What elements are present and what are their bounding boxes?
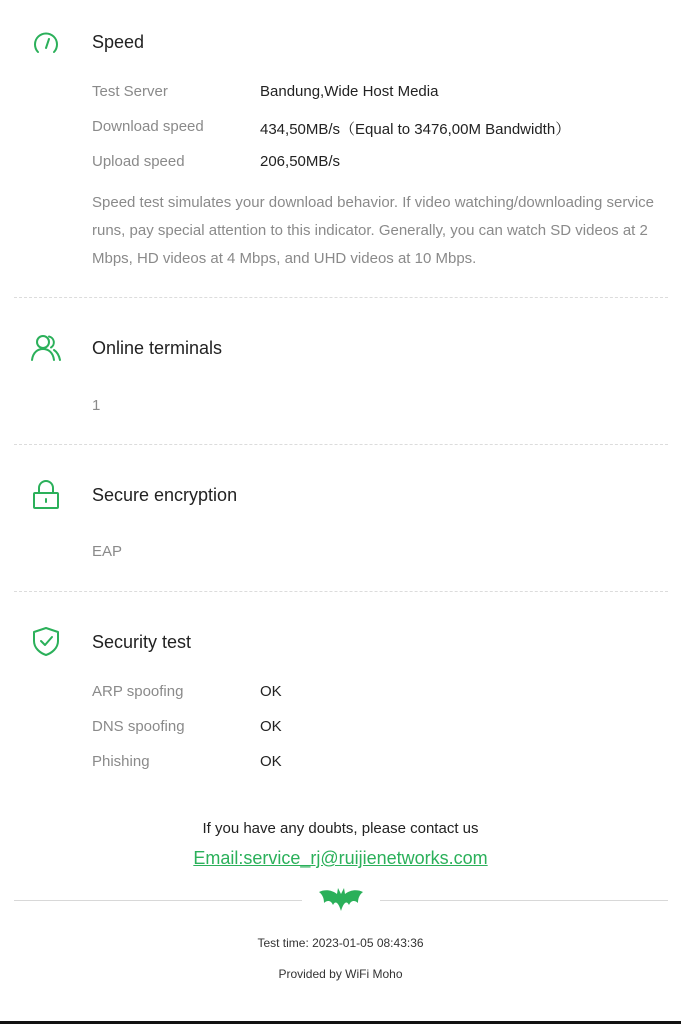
terminals-title: Online terminals: [92, 338, 223, 358]
provided-by: Provided by WiFi Moho: [278, 967, 403, 981]
phishing-value: OK: [260, 753, 282, 770]
footer-divider-left: [14, 900, 302, 901]
phishing-label: Phishing: [92, 753, 150, 770]
encryption-title: Secure encryption: [92, 485, 238, 505]
upload-speed-label: Upload speed: [92, 153, 185, 170]
speed-title: Speed: [92, 32, 145, 52]
test-server-label: Test Server: [92, 83, 168, 100]
test-time: Test time: 2023-01-05 08:43:36: [257, 936, 424, 950]
bat-logo-icon: [318, 885, 364, 915]
dns-spoofing-label: DNS spoofing: [92, 718, 185, 735]
section-divider: [14, 591, 668, 592]
speedometer-icon: [30, 26, 62, 58]
section-divider: [14, 297, 668, 298]
download-speed-value: 434,50MB/s（Equal to 3476,00M Bandwidth）: [260, 121, 571, 138]
upload-speed-value: 206,50MB/s: [260, 153, 341, 170]
download-speed-label: Download speed: [92, 118, 204, 135]
shield-check-icon: [30, 625, 62, 657]
test-server-value: Bandung,Wide Host Media: [260, 83, 439, 100]
speed-description: Speed test simulates your download behavior. If video watching/downloading service runs, pay special attention to this indicator. Generally, you can watch SD videos at 2 Mbps, HD videos at 4 Mbps, and UHD videos at 10 Mbps.: [92, 194, 655, 267]
encryption-type: EAP: [92, 543, 123, 560]
users-icon: [30, 332, 62, 364]
footer-divider-right: [380, 900, 668, 901]
arp-spoofing-label: ARP spoofing: [92, 683, 184, 700]
dns-spoofing-value: OK: [260, 718, 282, 735]
terminals-count: 1: [92, 397, 101, 414]
security-title: Security test: [92, 632, 192, 652]
section-divider: [14, 444, 668, 445]
lock-icon: [30, 479, 62, 511]
contact-text: If you have any doubts, please contact us: [202, 820, 479, 837]
arp-spoofing-value: OK: [260, 683, 282, 700]
email-link[interactable]: Email:service_rj@ruijienetworks.com: [193, 848, 488, 868]
